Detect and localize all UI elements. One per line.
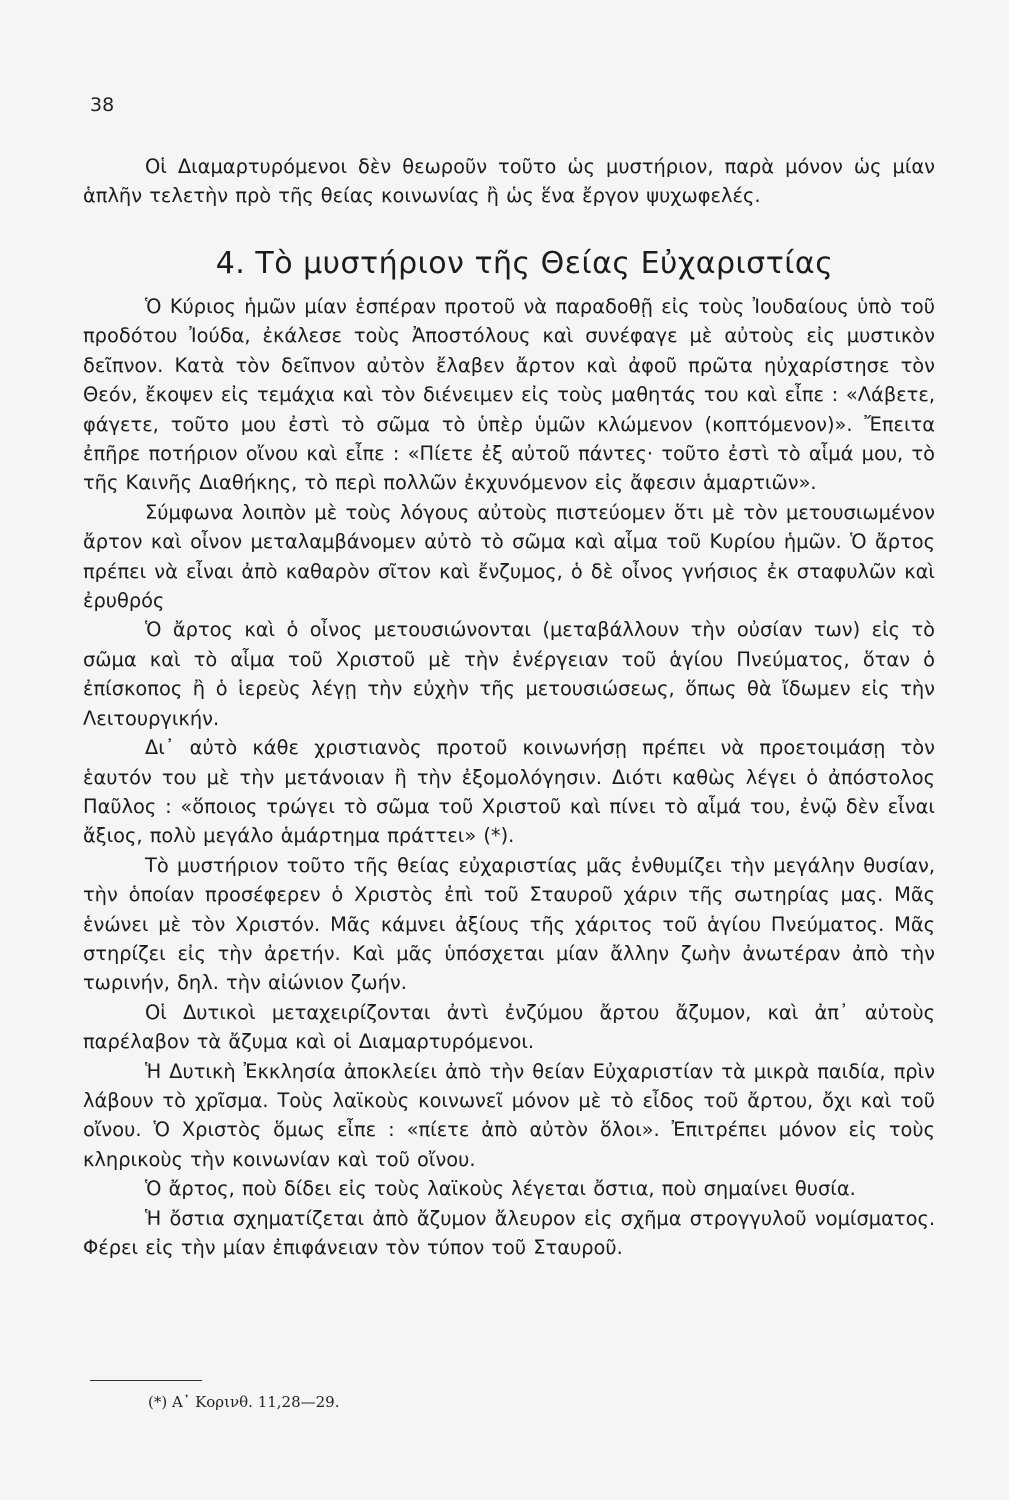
paragraph: Οἱ Διαμαρτυρόμενοι δὲν θεωροῦν τοῦτο ὡς μυστήριον, παρὰ μόνον ὡς μίαν ἁπλῆν τελετὴν πρὸ τῆς θείας κοινωνίας ἢ ὡς ἕνα ἔργον ψυχωφελές. — [83, 155, 935, 208]
section-heading: 4. Τὸ μυστήριον τῆς Θείας Εὐχαριστίας — [215, 246, 834, 281]
section-body — [83, 292, 935, 1262]
paragraph: Ἡ Δυτικὴ Ἐκκλησία ἀποκλείει ἀπὸ τὴν θείαν Εὐχαριστίαν τὰ μικρὰ παιδία, πρὶν λάβουν τὸ χρῖσμα. Τοὺς λαϊκοὺς κοινωνεῖ μόνον μὲ τὸ εἶδος τοῦ ἄρτου, ὄχι καὶ τοῦ οἴνου. Ὁ Χριστὸς ὅμως εἶπε : «πίετε ἀπὸ αὐτὸν ὅλοι». Ἐπιτρέπει μόνον εἰς τοὺς κληρικοὺς τὴν κοινωνίαν καὶ τοῦ οἴνου. — [83, 1059, 935, 1171]
paragraph: Σύμφωνα λοιπὸν μὲ τοὺς λόγους αὐτοὺς πιστεύομεν ὅτι μὲ τὸν μετουσιωμένον ἄρτον καὶ οἶνον μεταλαμβάνομεν αὐτὸ τὸ σῶμα καὶ αἷμα τοῦ Κυρίου ἡμῶν. Ὁ ἄρτος πρέπει νὰ εἶναι ἀπὸ καθαρὸν σῖτον καὶ ἔνζυμος, ὁ δὲ οἶνος γνήσιος ἐκ σταφυλῶν καὶ ἐρυθρός — [83, 500, 935, 613]
paragraph: Ὁ ἄρτος, ποὺ δίδει εἰς τοὺς λαϊκοὺς λέγεται ὄστια, ποὺ σημαίνει θυσία. — [145, 1177, 856, 1201]
paragraph: Ἡ ὄστια σχηματίζεται ἀπὸ ἄζυμον ἄλευρον εἰς σχῆμα στρογγυλοῦ νομίσματος. Φέρει εἰς τὴν μίαν ἐπιφάνειαν τὸν τύπον τοῦ Σταυροῦ. — [83, 1206, 935, 1259]
footnote-divider — [90, 1380, 202, 1381]
paragraph: Δι᾽ αὐτὸ κάθε χριστιανὸς προτοῦ κοινωνήσῃ πρέπει νὰ προετοιμάσῃ τὸν ἑαυτόν του μὲ τὴν μετάνοιαν ἢ τὴν ἐξομολόγησιν. Διότι καθὼς λέγει ὁ ἀπόστολος Παῦλος : «ὅποιος τρώγει τὸ σῶμα τοῦ Χριστοῦ καὶ πίνει τὸ αἷμά του, ἐνῷ δὲν εἶναι ἄξιος, πολὺ μεγάλο ἁμάρτημα πράττει» (*). — [83, 736, 935, 848]
paragraph: Οἱ Δυτικοὶ μεταχειρίζονται ἀντὶ ἐνζύμου ἄρτου ἄζυμον, καὶ ἀπ᾽ αὐτοὺς παρέλαβον τὰ ἄζυμα καὶ οἱ Διαμαρτυρόμενοι. — [83, 1000, 935, 1054]
paragraph: Ὁ Κύριος ἡμῶν μίαν ἑσπέραν προτοῦ νὰ παραδοθῇ εἰς τοὺς Ἰουδαίους ὑπὸ τοῦ προδότου Ἰούδα, ἐκάλεσε τοὺς Ἀποστόλους καὶ συνέφαγε μὲ αὐτοὺς εἰς μυστικὸν δεῖπνον. Κατὰ τὸν δεῖπνον αὐτὸν ἔλαβεν ἄρτον καὶ ἀφοῦ πρῶτα ηὐχαρίστησε τὸν Θεόν, ἔκοψεν εἰς τεμάχια καὶ τὸν διένειμεν εἰς τοὺς μαθητάς του καὶ εἶπε : «Λάβετε, φάγετε, τοῦτο μου ἐστὶ τὸ σῶμα τὸ ὑπὲρ ὑμῶν κλώμενον (κοπτόμενον)». Ἔπειτα ἐπῆρε ποτήριον οἴνου καὶ εἶπε : «Πίετε ἐξ αὐτοῦ πάντες· τοῦτο ἐστὶ τὸ αἷμά μου, τὸ τῆς Καινῆς Διαθήκης, τὸ περὶ πολλῶν ἐκχυνόμενον εἰς ἄφεσιν ἁμαρτιῶν». — [83, 295, 935, 495]
paragraph: Τὸ μυστήριον τοῦτο τῆς θείας εὐχαριστίας μᾶς ἐνθυμίζει τὴν μεγάλην θυσίαν, τὴν ὁποίαν προσέφερεν ὁ Χριστὸς ἐπὶ τοῦ Σταυροῦ χάριν τῆς σωτηρίας μας. Μᾶς ἑνώνει μὲ τὸν Χριστόν. Μᾶς κάμνει ἀξίους τῆς χάριτος τοῦ ἁγίου Πνεύματος. Μᾶς στηρίζει εἰς τὴν ἀρετήν. Καὶ μᾶς ὑπόσχεται μίαν ἄλλην ζωὴν ἀνωτέραν ἀπὸ τὴν τωρινήν, δηλ. τὴν αἰώνιον ζωήν. — [83, 853, 935, 995]
footnote: (*) Α᾽ Κορινθ. 11,28—29. — [148, 1393, 340, 1411]
page-number: 38 — [90, 94, 115, 116]
paragraph: Ὁ ἄρτος καὶ ὁ οἶνος μετουσιώνονται (μεταβάλλουν τὴν οὐσίαν των) εἰς τὸ σῶμα καὶ τὸ αἷμα τοῦ Χριστοῦ μὲ τὴν ἐνέργειαν τοῦ ἁγίου Πνεύματος, ὅταν ὁ ἐπίσκοπος ἢ ὁ ἱερεὺς λέγῃ τὴν εὐχὴν τῆς μετουσιώσεως, ὅπως θὰ ἴδωμεν εἰς τὴν Λειτουργικήν. — [83, 618, 935, 730]
intro-text — [83, 152, 935, 211]
